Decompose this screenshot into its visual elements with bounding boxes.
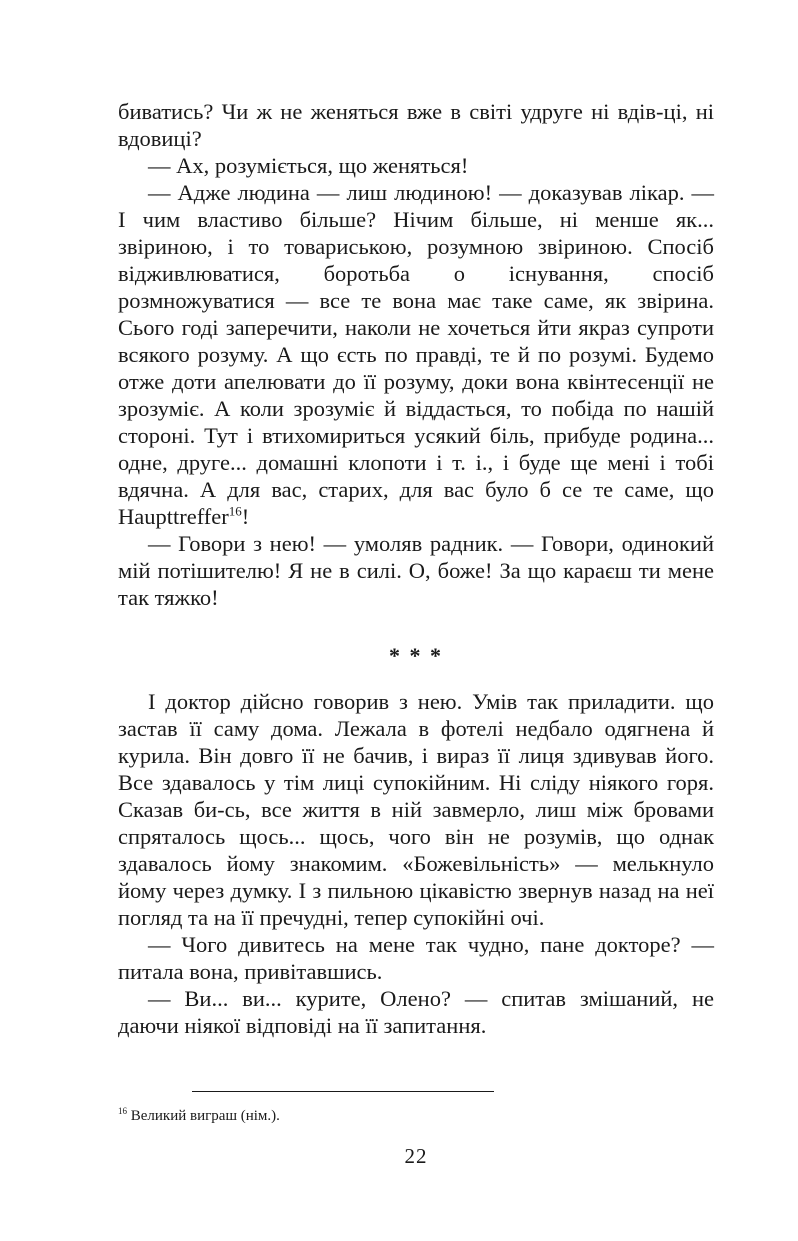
footnote — [118, 1106, 714, 1126]
page-number: 22 — [404, 1144, 428, 1168]
text-section-2 — [118, 688, 714, 1039]
paragraph-counselor-speech: — Говори з нею! — умоляв радник. — Говори, одинокий мій потішителю! Я не в силі. О, боже! За що караєш ти мене так тяжко! — [118, 531, 714, 610]
paragraph-doctor-speech — [118, 179, 714, 530]
footnote-divider — [192, 1091, 494, 1092]
paragraph-dialogue-reply: — Ви... ви... курите, Олено? — спитав змішаний, не даючи ніякої відповіді на її запитання. — [118, 986, 714, 1038]
paragraph-doctor-speech-end: ! — [241, 504, 250, 529]
section-separator: * * * — [389, 643, 443, 668]
footnote-reference: 16 — [228, 503, 242, 519]
text-section-1 — [118, 98, 714, 611]
footnote-number: 16 — [118, 1106, 127, 1116]
paragraph-dialogue-question: — Чого дивитесь на мене так чудно, пане докторе? — питала вона, привітавшись. — [118, 932, 714, 984]
paragraph-continuation: биватись? Чи ж не женяться вже в світі удруге ні вдів-ці, ні вдовиці? — [118, 99, 714, 151]
paragraph-dialogue: — Ах, розуміється, що женяться! — [148, 153, 469, 178]
paragraph-narrative: І доктор дійсно говорив з нею. Умів так приладити. що застав її саму дома. Лежала в фотелі недбало одягнена й курила. Він довго її не бачив, і вираз її лиця здивував його. Все здавалось у тім лиці супокійним. Ні сліду ніякого горя. Сказав би-сь, все життя в ній завмерло, лиш між бровами спряталось щось... щось, чого він не розумів, що однак здавалось йому знакомим. «Божевільність» — мелькнуло йому через думку. І з пильною цікавістю звернув назад на неї погляд та на її пречудні, тепер супокійні очі. — [118, 689, 714, 930]
paragraph-doctor-speech-text: — Адже людина — лиш людиною! — доказував лікар. — І чим властиво більше? Нічим більше, ні менше як... звіриною, і то товариською, розумною звіриною. Спосіб відживлюватися, боротьба о існування, спосіб розмножуватися — все те вона має таке саме, як звірина. Сього годі заперечити, наколи не хочеться йти якраз супроти всякого розуму. А що єсть по правді, те й по розумі. Будемо отже доти апелювати до її розуму, доки вона квінтесенції не зрозуміє. А коли зрозуміє й віддасться, то побіда по нашій стороні. Тут і втихомириться усякий біль, прибуде родина... одне, друге... домашні клопоти і т. і., і буде ще мені і тобі вдячна. А для вас, старих, для вас було б се те саме, що Haupttreffer — [118, 180, 714, 529]
footnote-text: Великий виграш (нім.). — [127, 1108, 280, 1124]
